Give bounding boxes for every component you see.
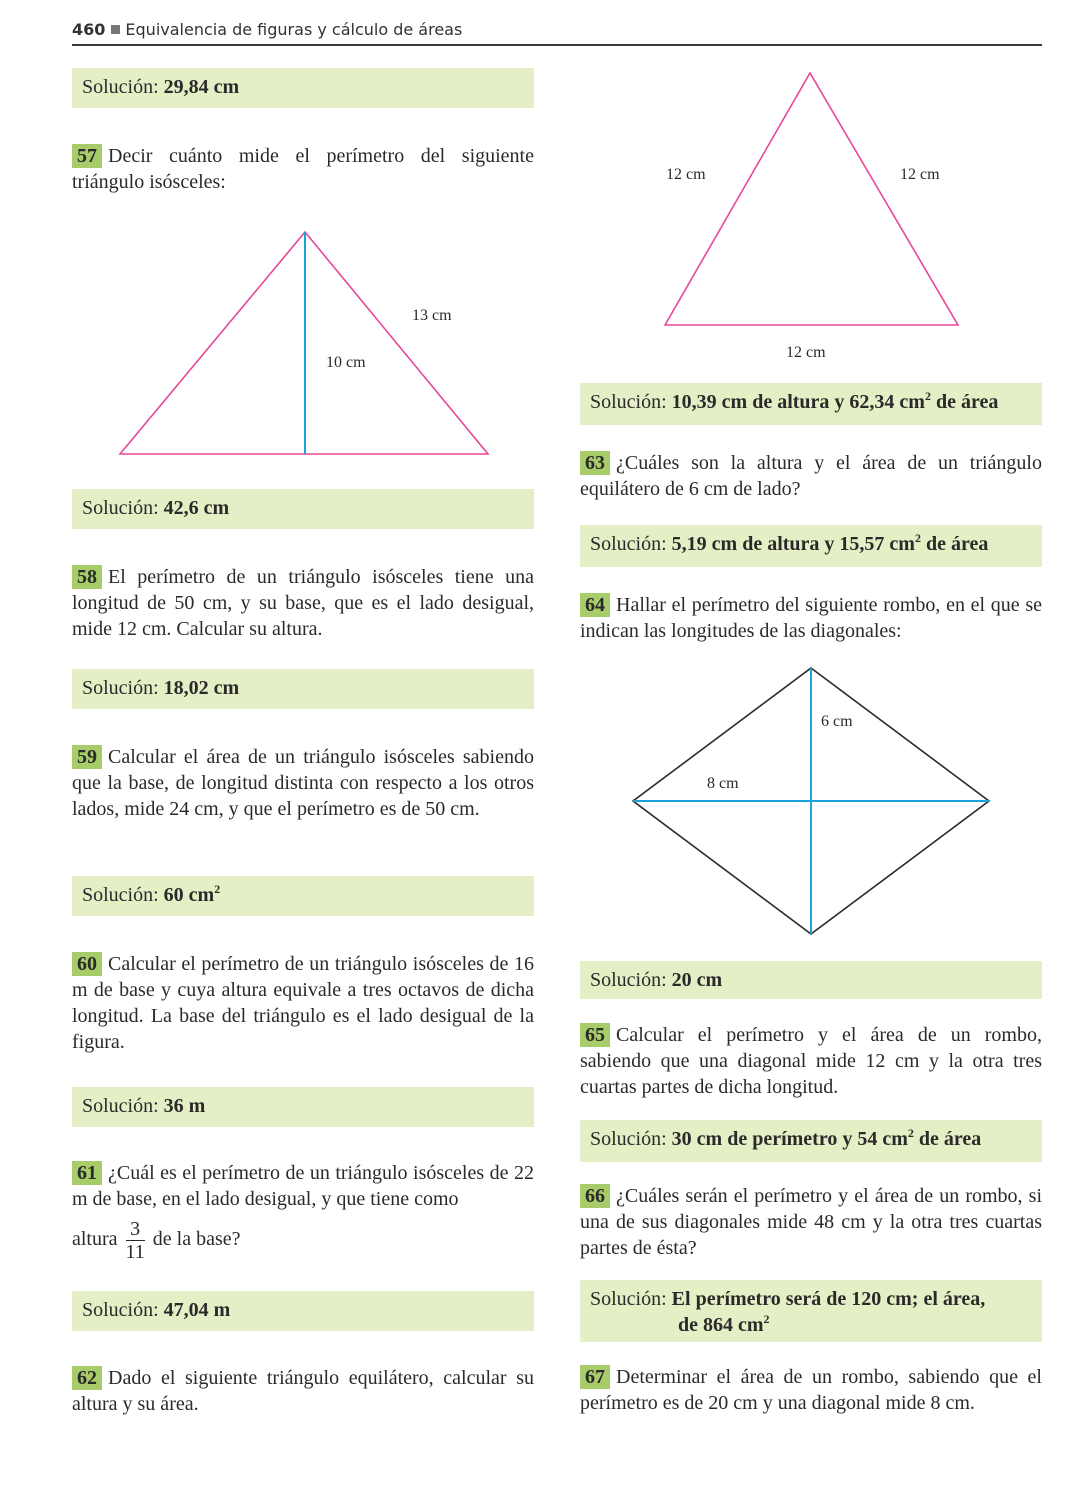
problem-text: Calcular el perímetro de un triángulo isósceles de 16 m de base y cuya altura equivale a tres octavos de dicha longitud. La base del triángulo es el lado desigual de la figura. <box>72 953 534 1053</box>
problem-61: 61 ¿Cuál es el perímetro de un triángulo isósceles de 22 m de base, en el lado desigual, y que tiene como altura $\frac{3}{11}$ de la base? <box>72 1162 534 1263</box>
square-bullet-icon <box>111 25 120 34</box>
left-side-label: 12 cm <box>666 166 706 183</box>
problem-62 <box>72 1365 534 1417</box>
solution-box-58: Solución: 18,02 cm <box>72 669 534 709</box>
isosceles-triangle-figure <box>110 220 510 470</box>
horizontal-diagonal-label: 8 cm <box>707 775 739 792</box>
solution-box-65: Solución: 30 cm de perímetro y 54 $cm^2$ de área <box>580 1120 1042 1162</box>
height-label: 10 cm <box>326 354 366 371</box>
problem-number: 59 <box>72 745 102 769</box>
problem-number: 64 <box>580 593 610 617</box>
problem-60 <box>72 951 534 1055</box>
triangle-outline <box>665 73 958 325</box>
solution-box-63: Solución: 5,19 cm de altura y 15,57 $cm^2$ de área <box>580 525 1042 567</box>
problem-number: 58 <box>72 565 102 589</box>
solution-box-57: Solución: 42,6 cm <box>72 489 534 529</box>
rhombus-figure <box>625 660 1005 945</box>
problem-text: Hallar el perímetro del siguiente rombo, en el que se indican las longitudes de las diagonales: <box>580 594 1042 642</box>
equilateral-triangle-figure <box>640 65 980 365</box>
solution-box-60: Solución: 36 m <box>72 1087 534 1127</box>
solution-box-64: Solución: 20 cm <box>580 961 1042 999</box>
problem-number: 67 <box>580 1365 610 1389</box>
page-header <box>72 20 1042 46</box>
solution-box-66: Solución: El perímetro será de 120 cm; el área, de 864 $cm^2$ <box>580 1280 1042 1342</box>
problem-number: 61 <box>72 1161 102 1185</box>
problem-text: Determinar el área de un rombo, sabiendo que el perímetro es de 20 cm y una diagonal mide 8 cm. <box>580 1366 1042 1414</box>
solution-box-61: Solución: 47,04 m <box>72 1291 534 1331</box>
fraction: $\frac{3}{11}$ <box>125 1218 145 1263</box>
problem-text: Decir cuánto mide el perímetro del siguiente triángulo isósceles: <box>72 145 534 193</box>
solution-box-56: Solución: 29,84 cm <box>72 68 534 108</box>
chapter-title: Equivalencia de figuras y cálculo de áreas <box>125 20 463 39</box>
problem-text: ¿Cuáles serán el perímetro y el área de un rombo, si una de sus diagonales mide 48 cm y la otra tres cuartas partes de ésta? <box>580 1185 1042 1259</box>
problem-57 <box>72 143 534 195</box>
problem-text: Calcular el área de un triángulo isósceles sabiendo que la base, de longitud distinta con respecto a los otros lados, mide 24 cm, y que el perímetro es de 50 cm. <box>72 746 534 820</box>
problem-number: 62 <box>72 1366 102 1390</box>
problem-text: Dado el siguiente triángulo equilátero, calcular su altura y su área. <box>72 1367 534 1415</box>
problem-text: El perímetro de un triángulo isósceles tiene una longitud de 50 cm, y su base, que es el lado desigual, mide 12 cm. Calcular su altura. <box>72 566 534 640</box>
problem-text: Calcular el perímetro y el área de un rombo, sabiendo que una diagonal mide 12 cm y la otra tres cuartas partes de dicha longitud. <box>580 1024 1042 1098</box>
vertical-diagonal-label: 6 cm <box>821 713 853 730</box>
problem-text: ¿Cuáles son la altura y el área de un triángulo equilátero de 6 cm de lado? <box>580 452 1042 500</box>
problem-66 <box>580 1183 1042 1261</box>
problem-58 <box>72 564 534 642</box>
solution-box-59: Solución: 60 $cm^2$ <box>72 876 534 916</box>
problem-number: 66 <box>580 1184 610 1208</box>
base-label: 12 cm <box>786 344 826 361</box>
problem-64 <box>580 592 1042 644</box>
page-number: 460 <box>72 20 106 39</box>
problem-number: 65 <box>580 1023 610 1047</box>
problem-text: ¿Cuál es el perímetro de un triángulo isósceles de 22 m de base, en el lado desigual, y que tiene como <box>72 1162 534 1210</box>
problem-63 <box>580 450 1042 502</box>
problem-number: 57 <box>72 144 102 168</box>
problem-65 <box>580 1022 1042 1100</box>
side-label: 13 cm <box>412 307 452 324</box>
problem-59 <box>72 744 534 822</box>
problem-number: 63 <box>580 451 610 475</box>
right-side-label: 12 cm <box>900 166 940 183</box>
problem-number: 60 <box>72 952 102 976</box>
problem-67 <box>580 1364 1042 1416</box>
solution-box-62: Solución: 10,39 cm de altura y 62,34 $cm^2$ de área <box>580 383 1042 425</box>
